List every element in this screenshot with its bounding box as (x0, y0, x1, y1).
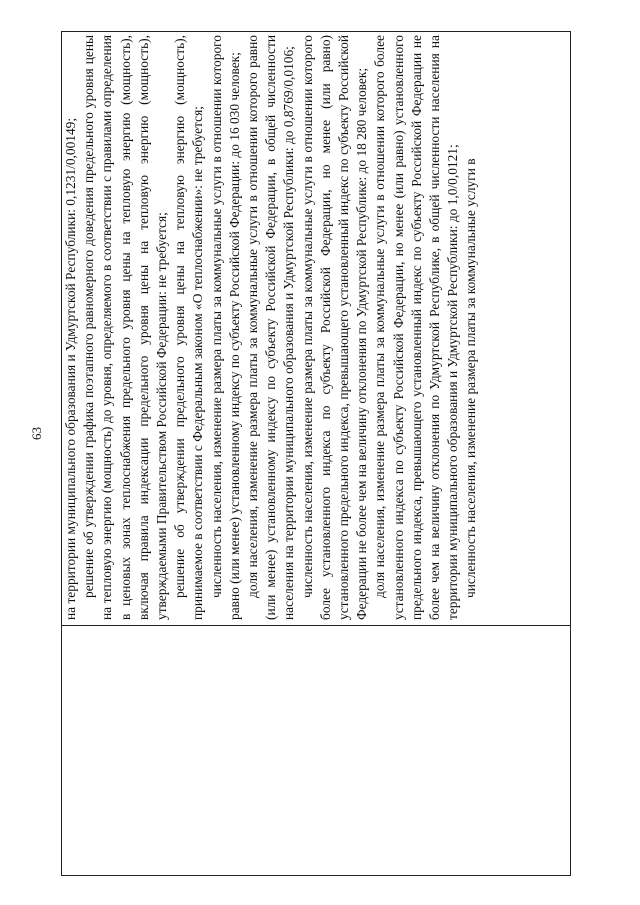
paragraph: решение об утверждении графика поэтапного равномерного доведения предельного уровня цены на тепловую энергию (мощность) до уровня, определяемого в соответствии с правилами определения в ценовых зонах теплоснабжения предельного уровня цены на тепловую энергию (мощность), включая правила индексации предельного уровня цены на тепловую энергию (мощность), утверждаемыми Правительством Российской Федерации: не требуется; (81, 35, 170, 620)
paragraph: доля населения, изменение размера платы за коммунальные услуги в отношении которого более установленного индекса по субъекту Российской Федерации, но менее (или равно) установленного предельного индекса, превышающего установленный индекс по субъекту Российской Федерации не более чем на величину отклонения по Удмуртской Республике, в общей численности населения на территории муниципального образования и Удмуртской Республики: до 1,0/0,0121; (372, 35, 461, 620)
table-border-right (62, 31, 570, 32)
paragraph: на территории муниципального образования и Удмуртской Республики: 0,1231/0,00149; (63, 117, 78, 620)
paragraph: численность населения, изменение размера платы за коммунальные услуги в (463, 158, 479, 598)
text-column (62, 35, 572, 620)
paragraph: доля населения, изменение размера платы за коммунальные услуги в отношении которого равно (или менее) установленному индексу по субъекту Российской Федерации, в общей численности населения на территории муниципального образования и Удмуртской Республики: до 0,8769/0,0106; (245, 35, 297, 620)
table (61, 31, 571, 876)
paragraph: численность населения, изменение размера платы за коммунальные услуги в отношении которого равно (или менее) установленному индексу по субъекту Российской Федерации: до 16 030 человек; (208, 35, 242, 620)
page-number: 63 (29, 427, 44, 440)
rotated-table-content (61, 31, 571, 876)
empty-left-column (62, 626, 570, 876)
paragraph: решение об утверждении предельного уровня цены на тепловую энергию (мощность), принимаемое в соответствии с Федеральным законом «О теплоснабжении»: не требуется; (172, 35, 206, 620)
paragraph: численность населения, изменение размера платы за коммунальные услуги в отношении которого более установленного индекса по субъекту Российской Федерации, но менее (или равно) установленного предельного индекса, превышающего установленный индекс по субъекту Российской Федерации не более чем на величину отклонения по Удмуртской Республике: до 18 280 человек; (299, 35, 370, 620)
